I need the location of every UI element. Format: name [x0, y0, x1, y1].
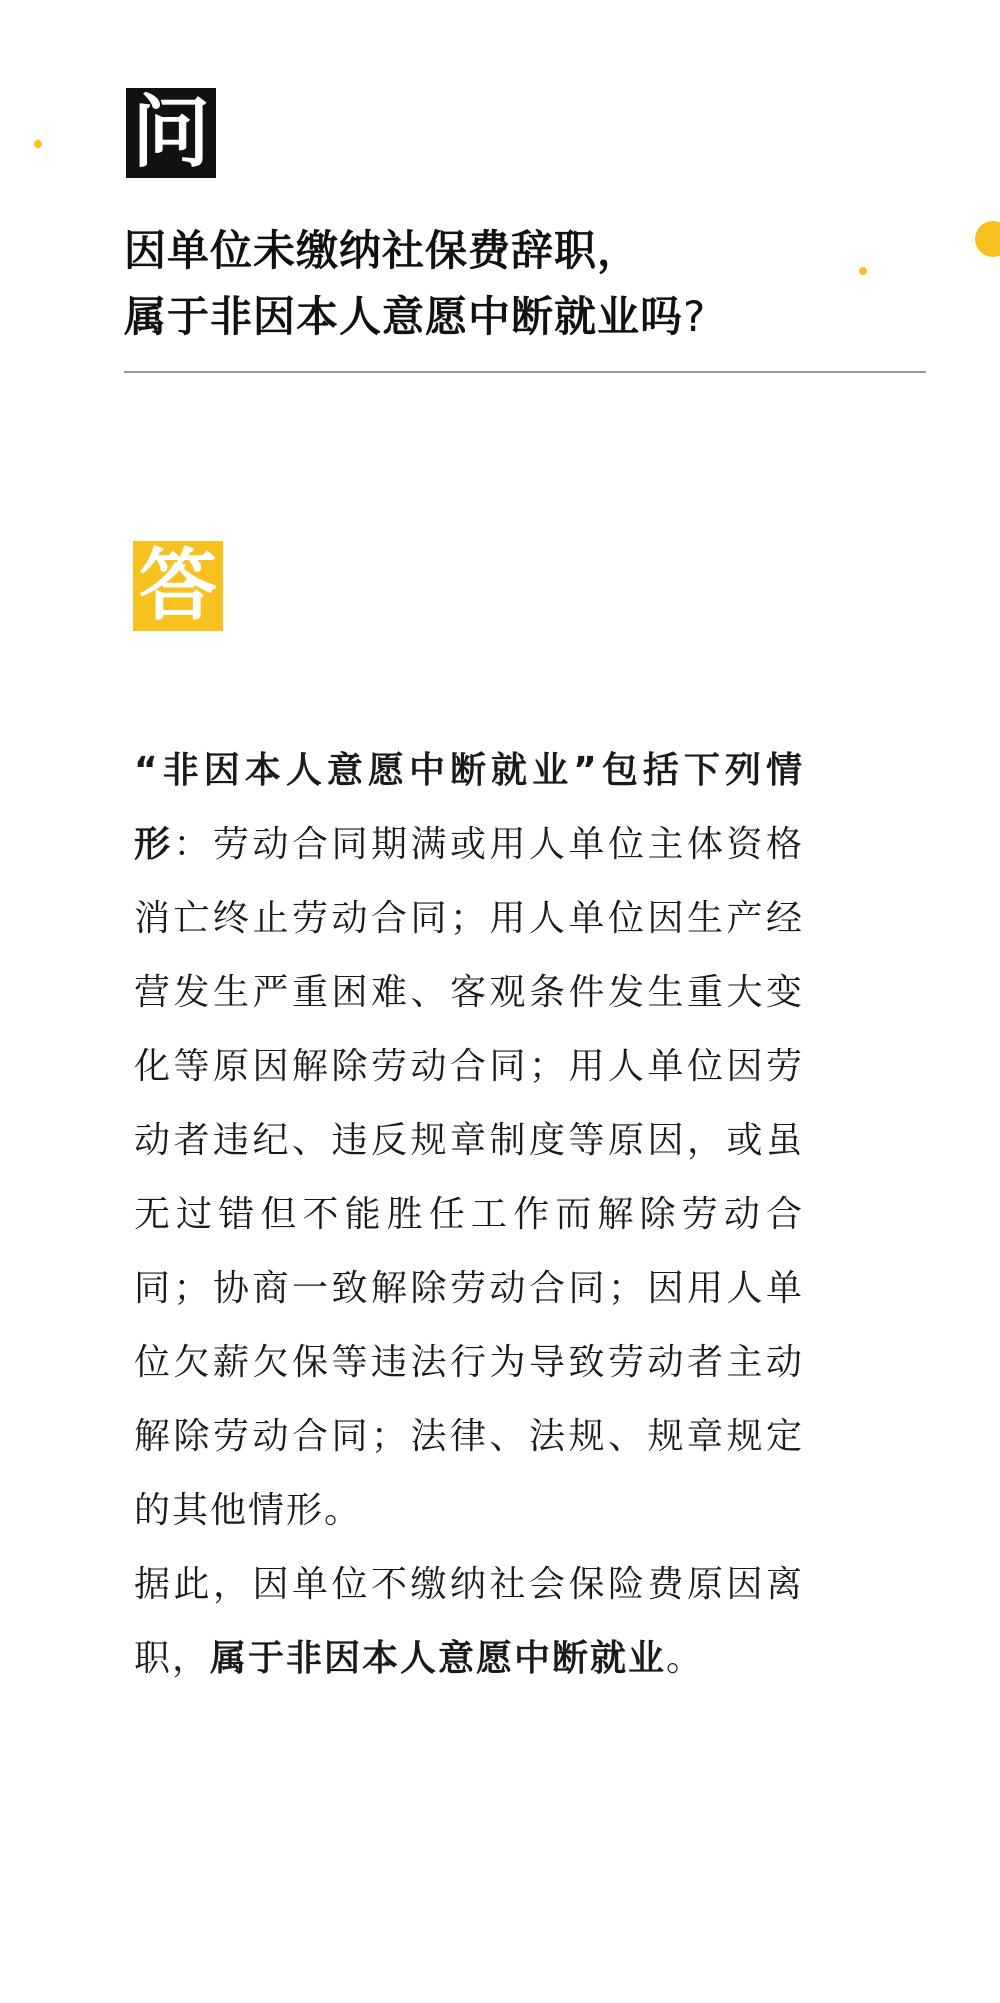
- answer-paragraph-2: [134, 1548, 804, 1696]
- divider: [124, 371, 926, 373]
- question-title-line1: 因单位未缴纳社保费辞职，: [124, 226, 641, 275]
- answer-paragraph-1: [134, 734, 804, 1548]
- answer-badge-label: 答: [138, 541, 217, 631]
- question-title-line2-text: 属于非因本人意愿中断就业吗: [124, 292, 684, 341]
- question-mark: ?: [683, 292, 707, 341]
- question-badge: [126, 88, 216, 178]
- answer-definition-text: ：劳动合同期满或用人单位主体资格消亡终止劳动合同；用人单位因生产经营发生严重困难、客观条件发生重大变化等原因解除劳动合同；用人单位因劳动者违纪、违反规章制度等原因，或虽无过错但不能胜任工作而解除劳动合同；协商一致解除劳动合同；因用人单位欠薪欠保等违法行为导致劳动者主动解除劳动合同；法律、法规、规章规定的其他情形。: [134, 824, 804, 1531]
- question-title: [124, 218, 924, 350]
- answer-body: [134, 734, 804, 1696]
- decorative-dot: [34, 140, 42, 148]
- answer-definition-heading: “非因本人意愿中断就业”包括下列情形: [134, 750, 804, 865]
- answer-conclusion-text: 据此，因单位不缴纳社会保险费原因离职，: [134, 1564, 804, 1679]
- answer-conclusion-end: 。: [666, 1638, 705, 1679]
- answer-badge: [133, 541, 223, 631]
- question-badge-label: 问: [131, 88, 210, 178]
- decorative-dot: [975, 221, 1000, 257]
- question-title-line2: [124, 284, 924, 350]
- answer-conclusion-bold: 属于非因本人意愿中断就业: [210, 1638, 667, 1679]
